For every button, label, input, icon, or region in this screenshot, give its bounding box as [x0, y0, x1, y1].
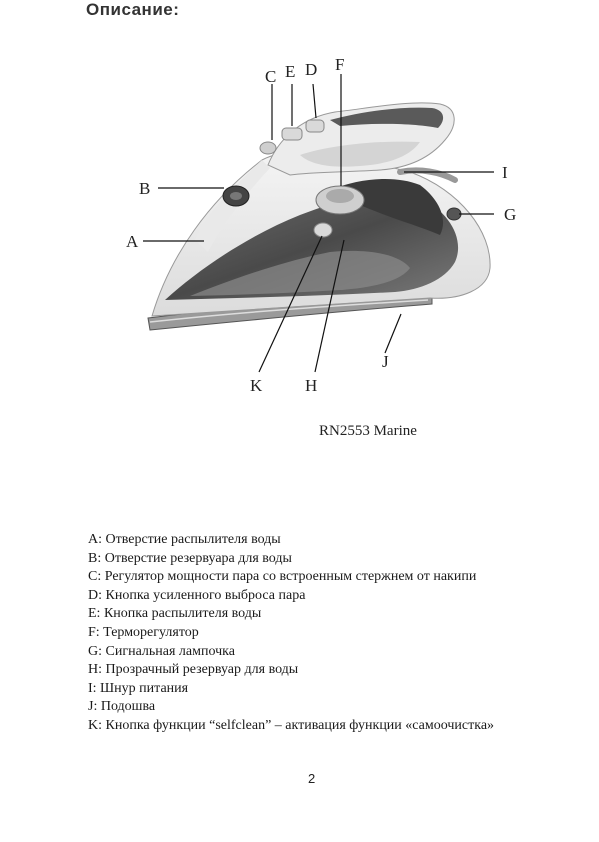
callout-f: F [335, 55, 345, 74]
section-heading: Описание: [86, 0, 180, 19]
callout-j: J [382, 352, 389, 371]
callout-d: D [305, 60, 318, 79]
legend-item-d: D: Кнопка усиленного выброса пара [88, 587, 306, 603]
legend-item-i: I: Шнур питания [88, 680, 189, 696]
legend-item-h: H: Прозрачный резервуар для воды [88, 662, 299, 678]
callout-c: C [265, 67, 277, 86]
legend-item-j: J: Подошва [88, 699, 156, 715]
callout-a: A [126, 232, 139, 251]
selfclean-button [314, 223, 332, 237]
callout-e: E [285, 62, 296, 81]
signal-lamp [447, 208, 461, 220]
legend-item-g: G: Сигнальная лампочка [88, 643, 235, 659]
callout-g: G [504, 205, 517, 224]
page-number: 2 [308, 771, 316, 786]
parts-legend [88, 531, 494, 736]
legend-item-b: B: Отверстие резервуара для воды [88, 550, 292, 566]
callout-h: H [305, 376, 318, 395]
callout-k: K [250, 376, 263, 395]
callout-i: I [502, 163, 508, 182]
legend-item-e: E: Кнопка распылителя воды [88, 606, 262, 622]
callout-b: B [139, 179, 151, 198]
legend-item-k: K: Кнопка функции “selfclean” – активация функции «самоочистка» [88, 717, 495, 733]
legend-item-c: C: Регулятор мощности пара со встроенным стержнем от накипи [88, 569, 477, 585]
legend-item-a: A: Отверстие распылителя воды [88, 532, 281, 547]
model-caption: RN2553 Marine [319, 423, 417, 439]
iron-diagram [0, 0, 599, 410]
legend-item-f: F: Терморегулятор [88, 624, 199, 640]
